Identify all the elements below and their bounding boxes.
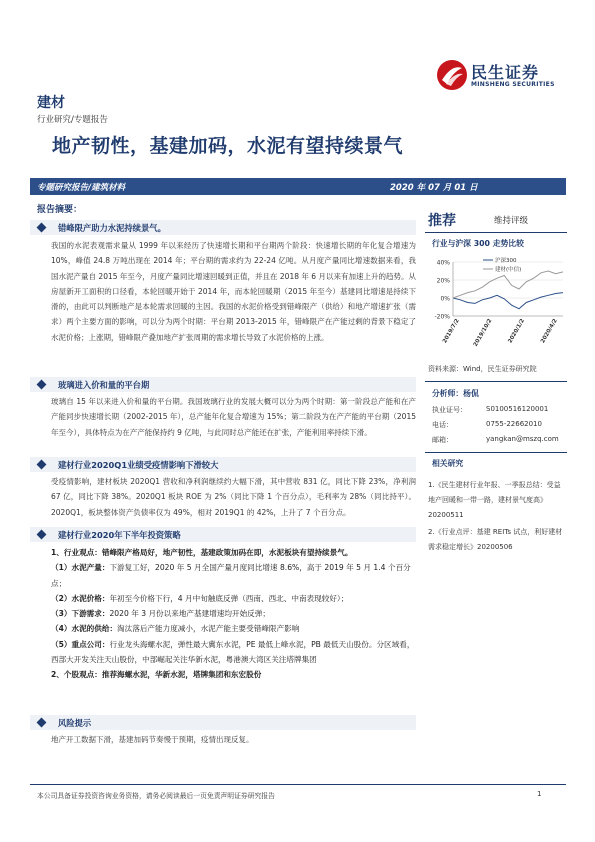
report-type: 行业研究/专题报告 bbox=[37, 115, 108, 125]
sector-name: 建材 bbox=[37, 95, 65, 111]
divider bbox=[425, 452, 567, 453]
divider bbox=[425, 232, 567, 233]
cert-label: 执业证号： bbox=[432, 406, 467, 414]
chart-source: 资料来源：Wind，民生证券研究院 bbox=[428, 365, 537, 373]
x-tick-label: 2020/1/2 bbox=[507, 318, 527, 345]
footer-disclaimer: 本公司具备证券投资咨询业务资格，请务必阅读最后一页免责声明证券研究报告 bbox=[37, 792, 275, 800]
y-tick-label: -20% bbox=[434, 313, 450, 321]
section-body: 玻璃自 15 年以来进入价和量的平台期。我国玻璃行业的发展大概可以分为两个时期：第一阶段总产能和在产产能同步快速增长期（2002-2015 年），总产能年化复合增速为 15%；第二阶段为在产产能的平台期（2015 年至今），具体特点为在产产能保持约 9 亿吨，与此同时总产能还在扩张，产能利用率持续下滑。 bbox=[51, 397, 416, 437]
phone-number: 0755-22662010 bbox=[486, 420, 542, 428]
x-tick-label: 2019/7/2 bbox=[442, 318, 461, 345]
section-title: 建材行业2020年下半年投资策略 bbox=[58, 530, 181, 540]
strategy-item: （3）下游需求：2020 年 3 月份以来地产基建增速均开始反弹； bbox=[51, 609, 270, 619]
related-link[interactable]: 2.《行业点评：基建 REITs 试点，利好建材需求稳定增长》20200506 bbox=[428, 528, 563, 551]
report-date: 2020 年 07 月 01 日 bbox=[390, 183, 478, 193]
related-link[interactable]: 1.《民生建材行业年报、一季报总结：受益地产回暖和一带一路，建材景气度高》20200511 bbox=[428, 481, 561, 519]
logo-text-en: MINSHENG SECURITIES bbox=[471, 81, 555, 88]
strategy-item: （2）水泥价格：年初至今价格下行，4 月中旬触底反弹（西南、西北、中南表现较好）； bbox=[51, 593, 349, 603]
related-heading: 相关研究 bbox=[432, 459, 464, 468]
strategy-item: 2、个股观点：推荐海螺水泥，华新水泥，塔牌集团和东宏股份 bbox=[51, 670, 262, 680]
legend-label: 建材(中信) bbox=[495, 267, 522, 273]
logo-text-cn: 民生证券 bbox=[471, 63, 540, 82]
rating: 维持评级 bbox=[494, 216, 529, 226]
report-category: 专题研究报告/建筑材料 bbox=[37, 183, 126, 193]
legend-label: 沪深300 bbox=[495, 258, 517, 264]
y-tick-label: 20% bbox=[436, 277, 450, 285]
y-tick-label: 40% bbox=[436, 259, 450, 267]
section-title: 风险提示 bbox=[58, 718, 92, 728]
section-title: 建材行业2020Q1业绩受疫情影响下滑较大 bbox=[58, 460, 219, 470]
minsheng-logo-icon bbox=[435, 58, 469, 92]
strategy-item: （1）水泥产量：下游复工好，2020 年 5 月全国产量月度同比增速 8.6%，高于 2019 年 5 月 1.4 个百分点； bbox=[51, 563, 411, 588]
section-body: 受疫情影响，建材板块 2020Q1 营收和净利润继续约大幅下滑，其中营收 831 亿，同比下降 23%，净利润 67 亿，同比下降 38%。2020Q1 板块 ROE 为 2%（同比下降 1 个百分点），毛利率为 28%（同比持平）。2020Q1，板块整体资产负债率仅为 49%，相对 2019Q1 的 42%，上升了 7 个百分点。 bbox=[51, 477, 416, 517]
section-title: 玻璃进入价和量的平台期 bbox=[58, 380, 150, 390]
trend-chart bbox=[425, 250, 567, 362]
section-body: 我国的水泥表观需求量从 1999 年以来经历了快速增长期和平台期两个阶段：快速增长期的年化复合增速为 10%，峰值 24.8 万吨出现在 2014 年；平台期的需求约为 22-24 亿吨。从月度产量同比增速数据来看，我国水泥产量自 2015 年至今，月度产量同比增速回暖到正值，并且在 2018 年 6 月以来有加速上升的趋势。从房屋新开工面积的口径看，本轮回暖开始于 2014 年，而本轮回暖期（2015 年至今）基建同比增速是持续下滑的，由此可以判断地产是本轮需求回暖的主因。我国的水泥价格受到错峰限产（供给）和地产增速扩张（需求）两个主要方面的影响，可以分为两个时期：平台期 2013-2015 年，错峰限产在产能过剩的背景下稳定了水泥价格；上涨期，错峰限产叠加地产扩张周期的需求增长导致了水泥价格的上涨。 bbox=[51, 241, 416, 342]
chart-title: 行业与沪深 300 走势比较 bbox=[432, 239, 524, 248]
phone-label: 电话： bbox=[432, 421, 453, 429]
strategy-item: 1、行业观点：错峰限产格局好，地产韧性，基建政策加码在即，水泥板块有望持续景气。 bbox=[51, 548, 353, 557]
strategy-item: （4）水泥的供给：淘汰落后产能力度减小，水泥产能主要受错峰限产影响 bbox=[51, 624, 300, 634]
series-line bbox=[453, 271, 563, 298]
divider bbox=[425, 381, 567, 382]
footer-divider bbox=[30, 784, 566, 785]
email-label: 邮箱： bbox=[432, 436, 453, 444]
strategy-item: （5）重点公司：行业龙头海螺水泥，弹性最大冀东水泥，PE 最低上峰水泥，PB 最低天山股份。分区域看，西部大开发关注天山股份，中部崛起关注华新水泥，粤港澳大湾区关注塔牌集团 bbox=[51, 639, 415, 665]
page-number: 1 bbox=[537, 790, 542, 798]
series-line bbox=[453, 293, 563, 309]
summary-heading: 报告摘要： bbox=[37, 205, 83, 215]
section-body: 地产开工数据下滑，基建加码节奏慢于预期，疫情出现反复。 bbox=[51, 735, 254, 744]
page-title: 地产韧性，基建加码，水泥有望持续景气 bbox=[52, 135, 404, 157]
email-link[interactable]: yangkan@mszq.com bbox=[486, 435, 559, 443]
strategy-list bbox=[51, 545, 416, 683]
x-tick-label: 2019/10/2 bbox=[472, 318, 494, 348]
y-tick-label: 0% bbox=[440, 295, 450, 303]
x-tick-label: 2020/4/2 bbox=[540, 318, 559, 345]
cert-number: S0100516120001 bbox=[486, 405, 549, 413]
recommendation: 推荐 bbox=[428, 213, 456, 229]
analyst-heading: 分析师：杨侃 bbox=[432, 389, 479, 398]
section-title: 错峰限产助力水泥持续景气。 bbox=[58, 223, 166, 233]
